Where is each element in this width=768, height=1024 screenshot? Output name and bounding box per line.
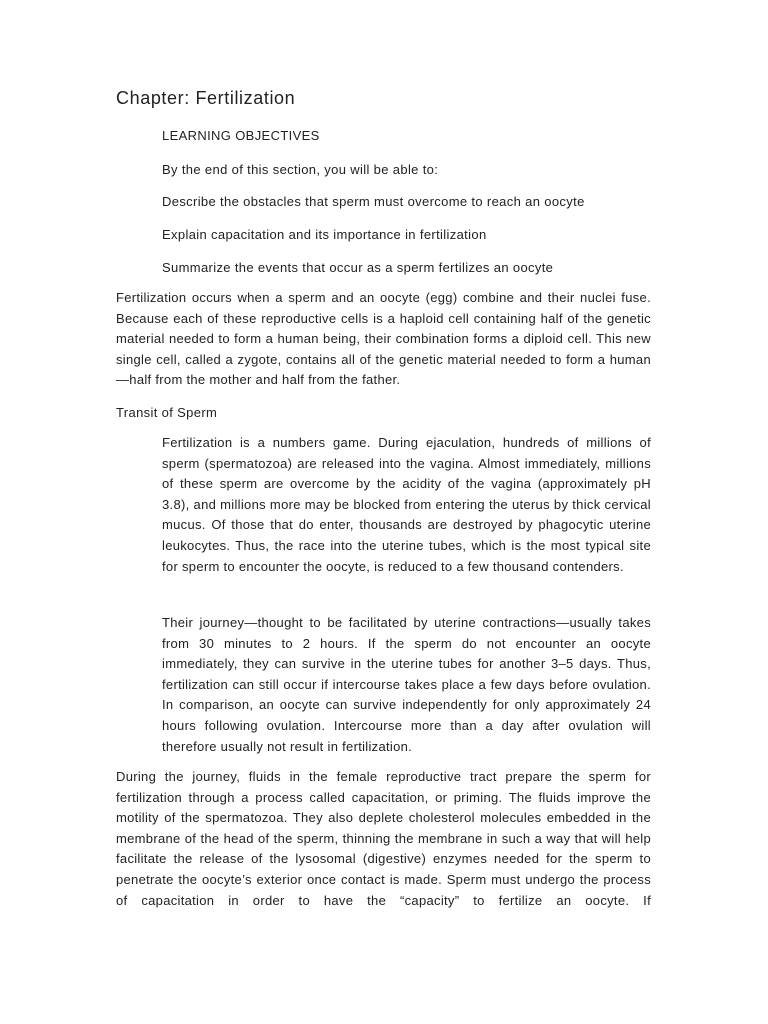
transit-paragraph-2: Their journey—thought to be facilitated by uterine contractions—usually takes from 30 minutes to 2 hours. If the sperm do not encounter an oocyte immediately, they can survive in the uterine tubes for another 3–5 days. Thus, fertilization can still occur if intercourse takes place a few days before ovulation. In comparison, an oocyte can survive independently for only approximately 24 hours following ovulation. Intercourse more than a day after ovulation will therefore usually not result in fertilization.: [162, 615, 651, 754]
section-heading: Transit of Sperm: [116, 405, 218, 420]
chapter-title: Chapter: Fertilization: [116, 88, 296, 108]
capacitation-paragraph: During the journey, fluids in the female reproductive tract prepare the sperm for fertilization through a process called capacitation, or priming. The fluids improve the motility of the spermatozoa. They also deplete cholesterol molecules embedded in the membrane of the head of the sperm, thinning the membrane in such a way that will help facilitate the release of the lysosomal (digestive) enzymes needed for the sperm to penetrate the oocyte’s exterior once contact is made. Sperm must undergo the process of capacitation in order to have the “capacity” to fertilize an oocyte. If: [116, 769, 651, 908]
objective-item: Summarize the events that occur as a sperm fertilizes an oocyte: [162, 260, 554, 275]
objectives-heading: LEARNING OBJECTIVES: [162, 128, 320, 143]
objective-item: Explain capacitation and its importance in fertilization: [162, 227, 487, 242]
objectives-intro: By the end of this section, you will be able to:: [162, 162, 439, 177]
objective-item: Describe the obstacles that sperm must overcome to reach an oocyte: [162, 194, 585, 209]
intro-paragraph: Fertilization occurs when a sperm and an oocyte (egg) combine and their nuclei fuse. Because each of these reproductive cells is a haploid cell containing half of the genetic material needed to form a human being, their combination forms a diploid cell. This new single cell, called a zygote, contains all of the genetic material needed to form a human—half from the mother and half from the father.: [116, 290, 651, 388]
transit-paragraph-1: Fertilization is a numbers game. During ejaculation, hundreds of millions of sperm (spermatozoa) are released into the vagina. Almost immediately, millions of these sperm are overcome by the acidity of the vagina (approximately pH 3.8), and millions more may be blocked from entering the uterus by thick cervical mucus. Of those that do enter, thousands are destroyed by phagocytic uterine leukocytes. Thus, the race into the uterine tubes, which is the most typical site for sperm to encounter the oocyte, is reduced to a few thousand contenders.: [162, 435, 651, 574]
